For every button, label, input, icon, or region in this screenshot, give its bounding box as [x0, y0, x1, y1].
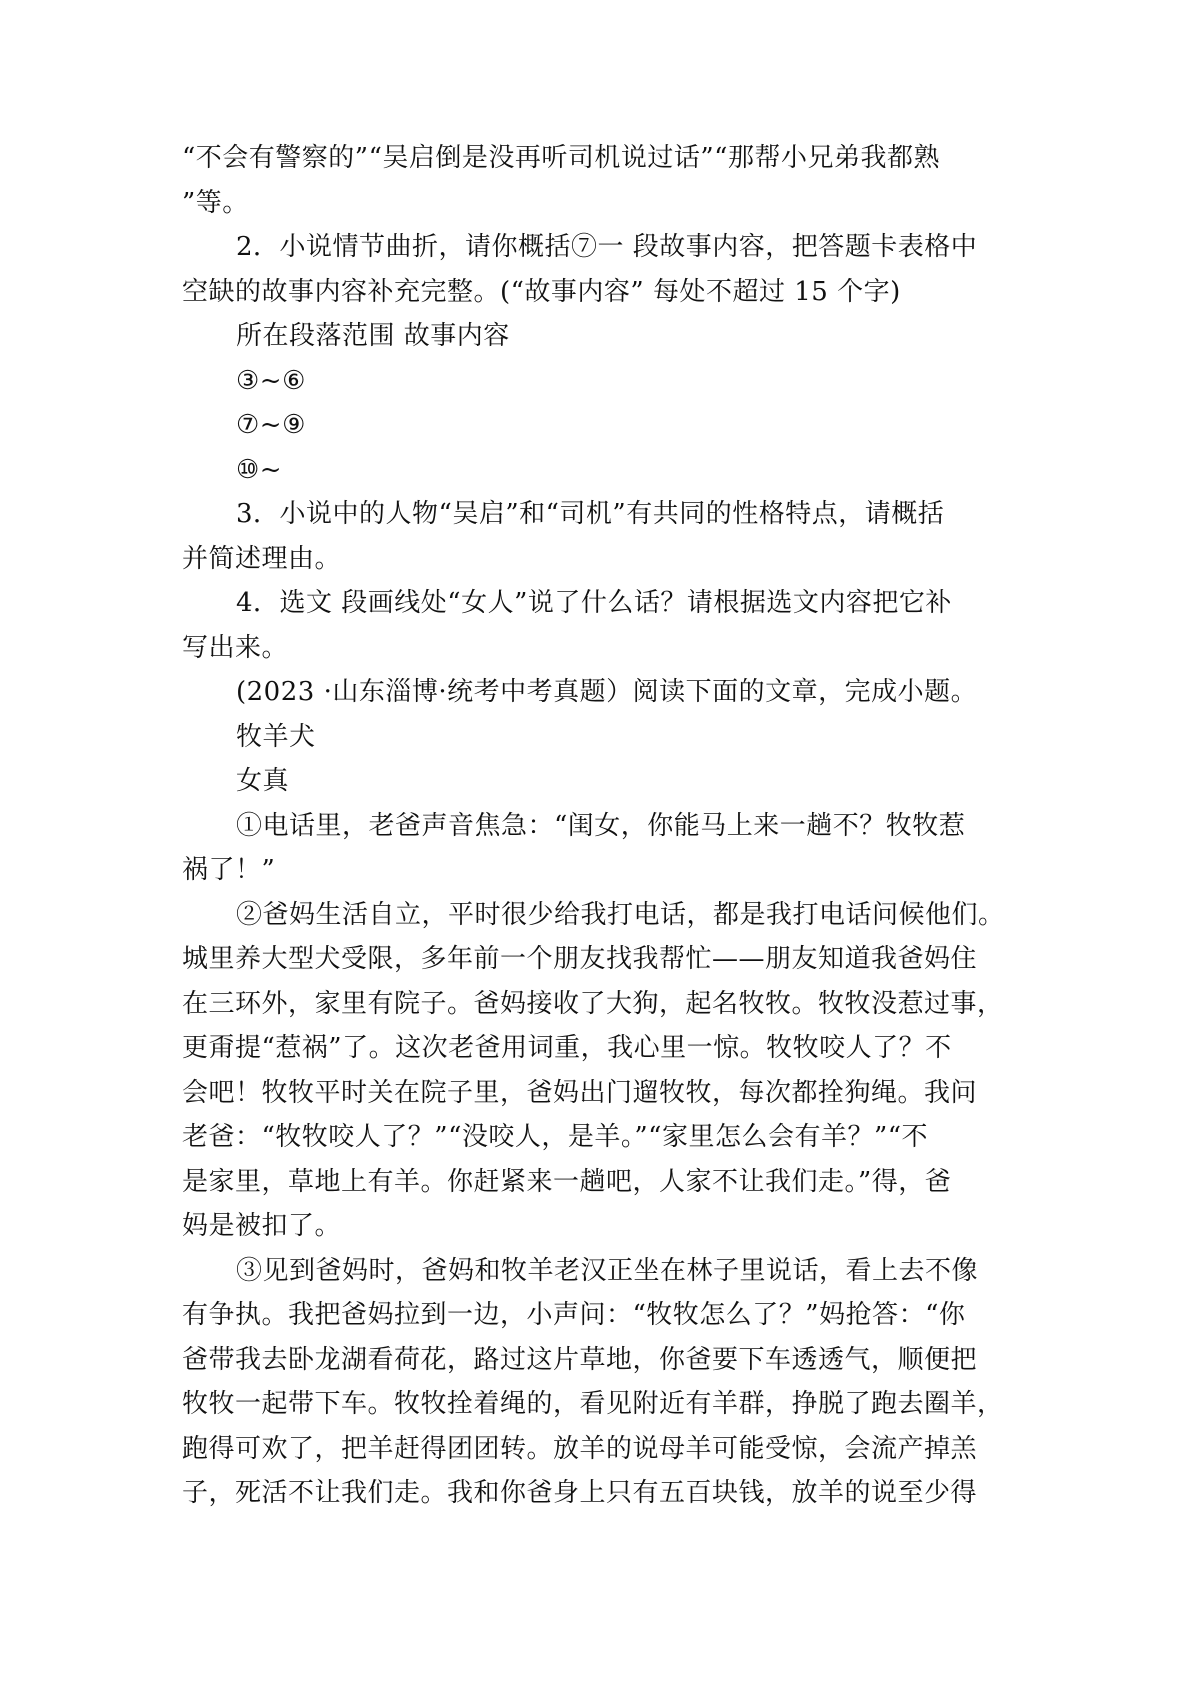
table-row-3: ⑩~	[236, 454, 283, 485]
table-header-row: 所在段落范围 故事内容	[236, 321, 510, 351]
paragraph-2-line-5: 会吧！牧牧平时关在院子里，爸妈出门遛牧牧，每次都拴狗绳。我问	[182, 1077, 978, 1108]
table-row-2: ⑦~⑨	[236, 410, 306, 440]
paragraph-1-line-2: 祸了！”	[182, 855, 276, 885]
paragraph-3-line-5: 跑得可欢了，把羊赶得团团转。放羊的说母羊可能受惊，会流产掉羔	[182, 1433, 978, 1464]
paragraph-2-line-3: 在三环外，家里有院子。爸妈接收了大狗，起名牧牧。牧牧没惹过事，	[182, 988, 1004, 1019]
paragraph-3-line-3: 爸带我去卧龙湖看荷花，路过这片草地，你爸要下车透透气，顺便把	[182, 1344, 978, 1375]
paragraph-3-line-4: 牧牧一起带下车。牧牧拴着绳的，看见附近有羊群，挣脱了跑去圈羊，	[182, 1389, 1004, 1419]
document-page	[182, 136, 1062, 1516]
exam-source-line: (2023 ·山东淄博·统考中考真题）阅读下面的文章，完成小题。	[236, 677, 978, 707]
paragraph-2-line-8: 妈是被扣了。	[182, 1211, 342, 1241]
paragraph-2-line-4: 更甭提“惹祸”了。这次老爸用词重，我心里一惊。牧牧咬人了？不	[182, 1033, 952, 1063]
table-row-1: ③~⑥	[236, 365, 306, 396]
question-2-line-2: 空缺的故事内容补充完整。(“故事内容” 每处不超过 15 个字)	[182, 276, 901, 307]
question-3-line-2: 并简述理由。	[182, 543, 342, 574]
text-line-1: “不会有警察的”“吴启倒是没再听司机说过话”“那帮小兄弟我都熟	[182, 143, 940, 173]
paragraph-3-line-2: 有争执。我把爸妈拉到一边，小声问：“牧牧怎么了？”妈抢答：“你	[182, 1300, 966, 1330]
paragraph-2-line-7: 是家里，草地上有羊。你赶紧来一趟吧，人家不让我们走。”得，爸	[182, 1166, 952, 1197]
question-4-line-2: 写出来。	[182, 632, 289, 663]
paragraph-3-line-6: 子，死活不让我们走。我和你爸身上只有五百块钱，放羊的说至少得	[182, 1478, 978, 1508]
text-line-2: ”等。	[182, 187, 249, 218]
question-2-line-1: 2．小说情节曲折，请你概括⑦一 段故事内容，把答题卡表格中	[236, 232, 978, 262]
paragraph-2-line-1: ②爸妈生活自立，平时很少给我打电话，都是我打电话问候他们。	[236, 899, 1005, 930]
question-4-line-1: 4．选文 段画线处“女人”说了什么话？请根据选文内容把它补	[236, 588, 952, 618]
article-title: 牧羊犬	[236, 721, 316, 752]
paragraph-1-line-1: ①电话里，老爸声音焦急：“闺女，你能马上来一趟不？牧牧惹	[236, 810, 966, 841]
paragraph-2-line-2: 城里养大型犬受限，多年前一个朋友找我帮忙——朋友知道我爸妈住	[182, 944, 978, 974]
question-3-line-1: 3．小说中的人物“吴启”和“司机”有共同的性格特点，请概括	[236, 499, 945, 529]
article-author: 女真	[236, 766, 290, 796]
paragraph-3-line-1: ③见到爸妈时，爸妈和牧羊老汉正坐在林子里说话，看上去不像	[236, 1255, 979, 1286]
paragraph-2-line-6: 老爸：“牧牧咬人了？”“没咬人，是羊。”“家里怎么会有羊？”“不	[182, 1122, 929, 1152]
